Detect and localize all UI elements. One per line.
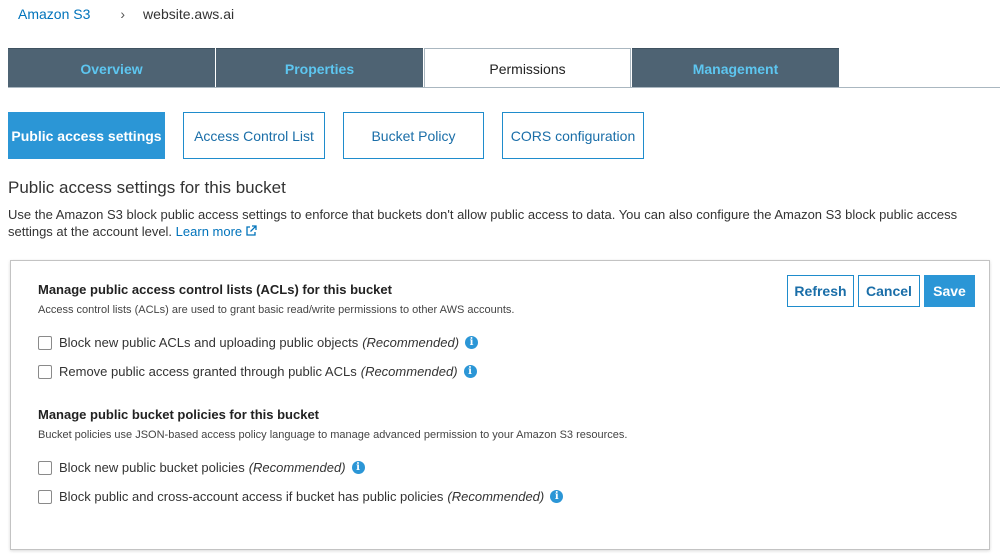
option-label: Block public and cross-account access if bucket has public policies: [59, 489, 444, 504]
breadcrumb: [18, 6, 234, 22]
recommended-note: (Recommended): [360, 364, 458, 379]
block-new-public-acls-checkbox[interactable]: [38, 336, 52, 350]
subtab-bucket-policy[interactable]: Bucket Policy: [343, 112, 484, 159]
learn-more-link[interactable]: [176, 224, 257, 239]
acl-group-title: Manage public access control lists (ACLs) for this bucket: [38, 282, 392, 297]
remove-public-acl-access-checkbox[interactable]: [38, 365, 52, 379]
section-description-text: Use the Amazon S3 block public access settings to enforce that buckets don't allow public access to data. You can also configure the Amazon S3 block public access settings at the account level.: [8, 207, 958, 239]
info-icon[interactable]: i: [464, 365, 477, 378]
panel-actions: [783, 275, 975, 307]
tab-divider: [8, 87, 1000, 88]
main-tabs: [8, 48, 840, 88]
section-title: Public access settings for this bucket: [8, 178, 286, 197]
policy-group-description: Bucket policies use JSON-based access policy language to manage advanced permission to your Amazon S3 resources.: [38, 429, 628, 441]
option-remove-public-acl-access: [38, 364, 477, 379]
tab-properties[interactable]: Properties: [216, 48, 423, 88]
option-block-new-public-acls: [38, 335, 478, 350]
section-description: [8, 206, 993, 240]
recommended-note: (Recommended): [248, 460, 346, 475]
subtab-public-access-settings[interactable]: Public access settings: [8, 112, 165, 159]
chevron-right-icon: ›: [120, 6, 126, 22]
refresh-button[interactable]: Refresh: [787, 275, 854, 307]
breadcrumb-amazon-s3-link[interactable]: Amazon S3: [18, 6, 91, 22]
tab-overview[interactable]: Overview: [8, 48, 215, 88]
option-block-cross-account-access: [38, 489, 563, 504]
option-label: Block new public bucket policies: [59, 460, 245, 475]
option-block-new-public-bucket-policies: [38, 460, 365, 475]
external-link-icon: [245, 225, 257, 237]
save-button[interactable]: Save: [924, 275, 975, 307]
block-cross-account-access-checkbox[interactable]: [38, 490, 52, 504]
subtab-cors-configuration[interactable]: CORS configuration: [502, 112, 644, 159]
subtab-access-control-list[interactable]: Access Control List: [183, 112, 325, 159]
learn-more-label: Learn more: [175, 224, 243, 239]
tab-permissions[interactable]: Permissions: [424, 48, 631, 88]
policy-group-title: Manage public bucket policies for this bucket: [38, 407, 319, 422]
info-icon[interactable]: i: [465, 336, 478, 349]
cancel-button[interactable]: Cancel: [858, 275, 920, 307]
breadcrumb-current: website.aws.ai: [143, 6, 235, 22]
info-icon[interactable]: i: [550, 490, 563, 503]
permission-subtabs: [8, 112, 662, 159]
option-label: Remove public access granted through public ACLs: [59, 364, 357, 379]
recommended-note: (Recommended): [447, 489, 545, 504]
public-access-settings-panel: [10, 260, 990, 550]
tab-management[interactable]: Management: [632, 48, 839, 88]
recommended-note: (Recommended): [362, 335, 460, 350]
acl-group-description: Access control lists (ACLs) are used to grant basic read/write permissions to other AWS accounts.: [38, 304, 515, 316]
option-label: Block new public ACLs and uploading public objects: [59, 335, 359, 350]
block-new-public-bucket-policies-checkbox[interactable]: [38, 461, 52, 475]
info-icon[interactable]: i: [352, 461, 365, 474]
